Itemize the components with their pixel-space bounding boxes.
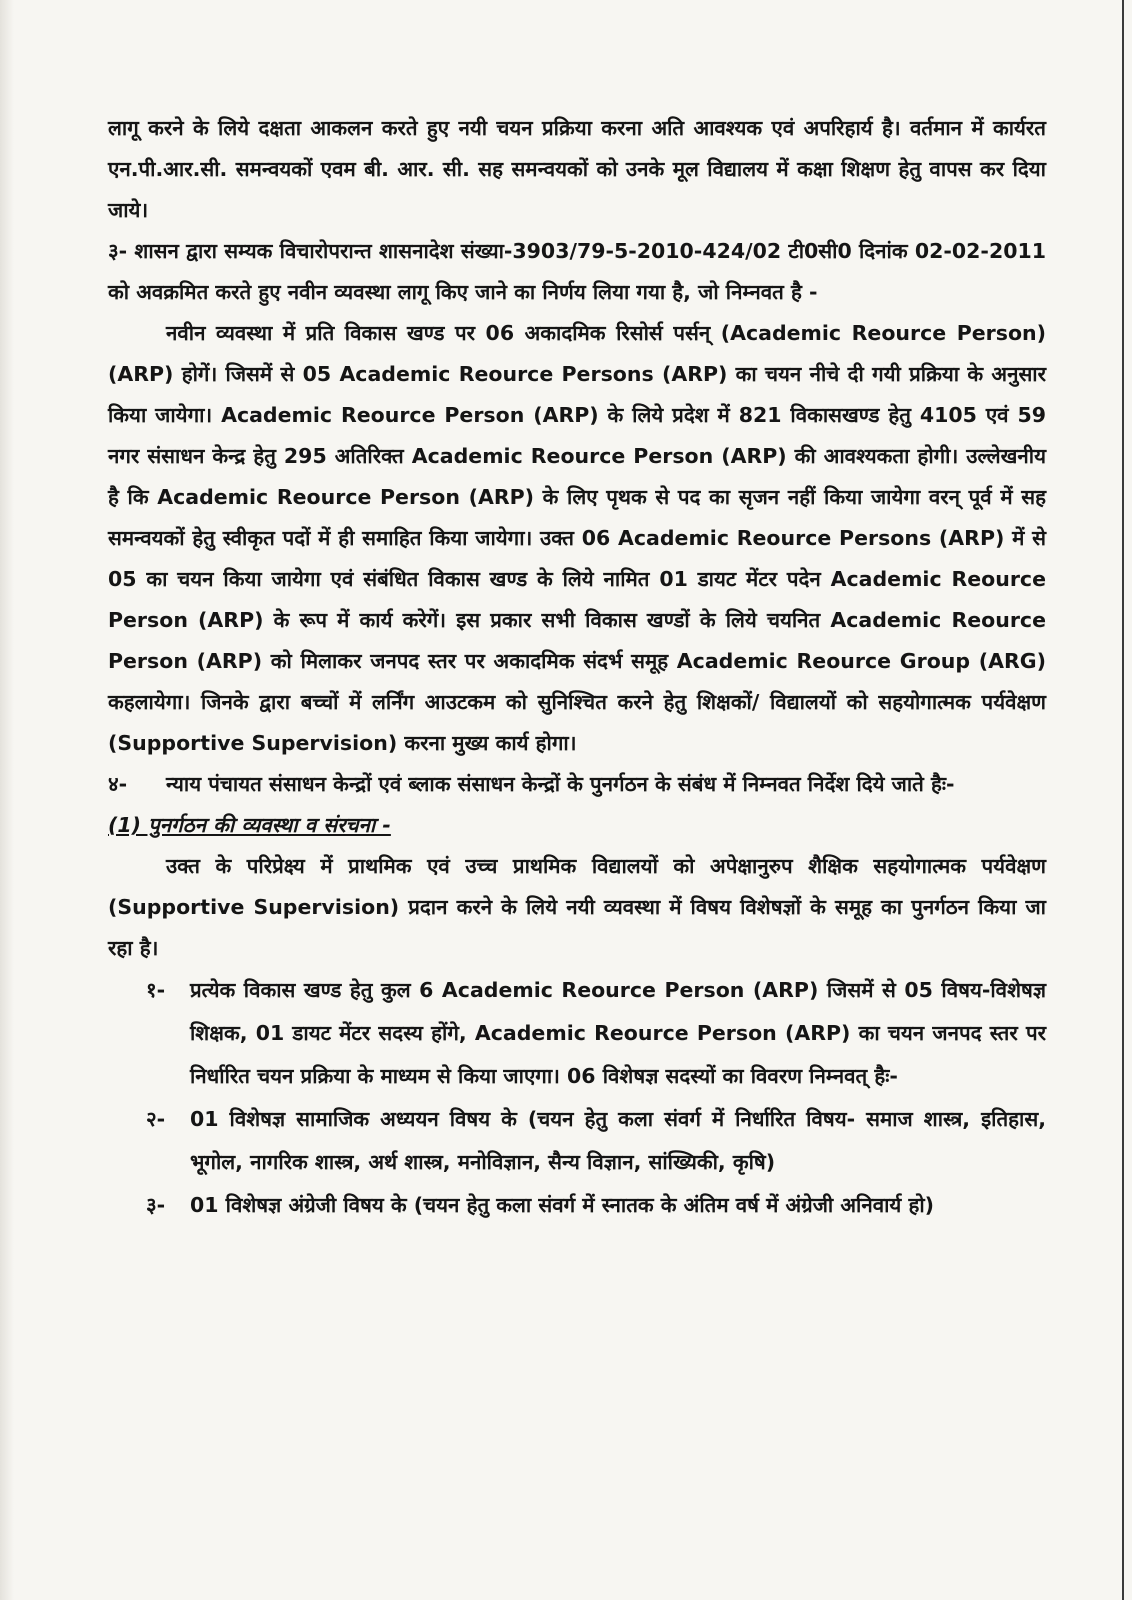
paragraph-4-number: ४-: [108, 772, 128, 796]
list-item-number: २-: [146, 1107, 166, 1131]
list-item-text: प्रत्येक विकास खण्ड हेतु कुल 6 Academic Reource Person (ARP) जिसमें से 05 विषय-विशेषज्ञ शिक्षक, 01 डायट मेंटर सदस्य होंगे, Academic Reource Person (ARP) का चयन जनपद स्तर पर निर्धारित चयन प्रक्रिया के माध्यम से किया जाएगा। 06 विशेषज्ञ सदस्यों का विवरण निम्नवत् हैः-: [190, 978, 1046, 1088]
scan-left-edge: [0, 0, 14, 1600]
paragraph-4-text: न्याय पंचायत संसाधन केन्द्रों एवं ब्लाक संसाधन केन्द्रों के पुनर्गठन के संबंध में निम्नवत निर्देश दिये जाते हैः-: [166, 772, 955, 796]
list-item-number: ३-: [146, 1193, 166, 1217]
expert-list: [146, 969, 1046, 1227]
list-item-number: १-: [146, 978, 166, 1002]
paragraph-context: उक्त के परिप्रेक्ष्य में प्राथमिक एवं उच्च प्राथमिक विद्यालयों को अपेक्षानुरुप शैक्षिक सहयोगात्मक पर्यवेक्षण (Supportive Supervision) प्रदान करने के लिये नयी व्यवस्था में विषय विशेषज्ञों के समूह का पुनर्गठन किया जा रहा है।: [108, 854, 1046, 960]
paragraph-3-decision: ३- शासन द्वारा सम्यक विचारोपरान्त शासनादेश संख्या-3903/79-5-2010-424/02 टी0सी0 दिनांक 02-02-2011 को अवक्रमित करते हुए नवीन व्यवस्था लागू किए जाने का निर्णय लिया गया है, जो निम्नवत है -: [108, 239, 1046, 304]
section-subheading: (1) पुनर्गठन की व्यवस्था व संरचना -: [108, 813, 391, 837]
paragraph-continuation: लागू करने के लिये दक्षता आकलन करते हुए नयी चयन प्रक्रिया करना अति आवश्यक एवं अपरिहार्य है। वर्तमान में कार्यरत एन.पी.आर.सी. समन्वयकों एवम बी. आर. सी. सह समन्वयकों को उनके मूल विद्यालय में कक्षा शिक्षण हेतु वापस कर दिया जाये।: [108, 116, 1046, 222]
list-item-text: 01 विशेषज्ञ सामाजिक अध्ययन विषय के (चयन हेतु कला संवर्ग में निर्धारित विषय- समाज शास्त्र, इतिहास, भूगोल, नागरिक शास्त्र, अर्थ शास्त्र, मनोविज्ञान, सैन्य विज्ञान, सांख्यिकी, कृषि): [190, 1107, 1046, 1174]
list-item: [146, 1184, 1046, 1227]
paragraph-4-directions: [108, 764, 1046, 805]
list-item-text: 01 विशेषज्ञ अंग्रेजी विषय के (चयन हेतु कला संवर्ग में स्नातक के अंतिम वर्ष में अंग्रेजी अनिवार्य हो): [190, 1193, 935, 1217]
scan-right-edge: [1122, 0, 1124, 1600]
list-item: [146, 1098, 1046, 1184]
paragraph-arp-arrangement: नवीन व्यवस्था में प्रति विकास खण्ड पर 06 अकादमिक रिसोर्स पर्सन् (Academic Reource Person) (ARP) होगें। जिसमें से 05 Academic Reource Persons (ARP) का चयन नीचे दी गयी प्रक्रिया के अनुसार किया जायेगा। Academic Reource Person (ARP) के लिये प्रदेश में 821 विकासखण्ड हेतु 4105 एवं 59 नगर संसाधन केन्द्र हेतु 295 अतिरिक्त Academic Reource Person (ARP) की आवश्यकता होगी। उल्लेखनीय है कि Academic Reource Person (ARP) के लिए पृथक से पद का सृजन नहीं किया जायेगा वरन् पूर्व में सह समन्वयकों हेतु स्वीकृत पदों में ही समाहित किया जायेगा। उक्त 06 Academic Reource Persons (ARP) में से 05 का चयन किया जायेगा एवं संबंधित विकास खण्ड के लिये नामित 01 डायट मेंटर पदेन Academic Reource Person (ARP) के रूप में कार्य करेगें। इस प्रकार सभी विकास खण्डों के लिये चयनित Academic Reource Person (ARP) को मिलाकर जनपद स्तर पर अकादमिक संदर्भ समूह Academic Reource Group (ARG) कहलायेगा। जिनके द्वारा बच्चों में लर्निंग आउटकम को सुनिश्चित करने हेतु शिक्षकों/ विद्यालयों को सहयोगात्मक पर्यवेक्षण (Supportive Supervision) करना मुख्य कार्य होगा।: [108, 321, 1046, 755]
list-item: [146, 969, 1046, 1098]
